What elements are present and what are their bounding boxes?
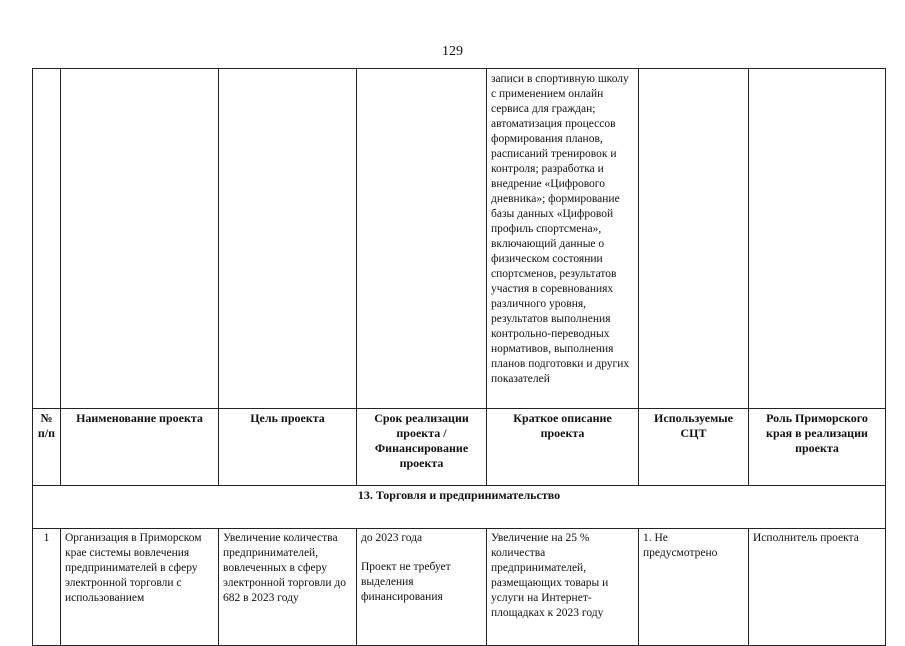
- header-num: № п/п: [33, 409, 61, 486]
- section-title: 13. Торговля и предпринимательство: [33, 486, 886, 529]
- row-role: Исполнитель проекта: [749, 529, 886, 646]
- header-row: [33, 409, 886, 486]
- continued-term-cell: [357, 69, 487, 409]
- row-financing: Проект не требует выделения финансирования: [361, 561, 451, 603]
- header-tech: Используемые СЦТ: [639, 409, 749, 486]
- continued-row: [33, 69, 886, 409]
- continued-num-cell: [33, 69, 61, 409]
- header-term: Срок реализации проекта / Финансирование проекта: [357, 409, 487, 486]
- continued-goal-cell: [219, 69, 357, 409]
- row-description: Увеличение на 25 % количества предпринимателей, размещающих товары и услуги на Интернет-площадках к 2023 году: [487, 529, 639, 646]
- section-row: [33, 486, 886, 529]
- continued-role-cell: [749, 69, 886, 409]
- continued-name-cell: [61, 69, 219, 409]
- row-tech: 1. Не предусмотрено: [639, 529, 749, 646]
- row-term-cell: [357, 529, 487, 646]
- row-goal: Увеличение количества предпринимателей, вовлеченных в сферу электронной торговли до 682 в 2023 году: [219, 529, 357, 646]
- header-name: Наименование проекта: [61, 409, 219, 486]
- row-term: до 2023 года: [361, 532, 423, 544]
- header-description: Краткое описание проекта: [487, 409, 639, 486]
- header-role: Роль Приморского края в реализации проекта: [749, 409, 886, 486]
- header-goal: Цель проекта: [219, 409, 357, 486]
- continued-description-cell: записи в спортивную школу с применением онлайн сервиса для граждан; автоматизация процессов формирования планов, расписаний тренировок и контроля; разработка и внедрение «Цифрового дневника»; формирование базы данных «Цифровой профиль спортсмена», включающий данные о физическом состоянии спортсменов, результатов участия в соревнованиях различного уровня, результатов выполнения контрольно-переводных нормативов, выполнения планов подготовки и других показателей: [487, 69, 639, 409]
- row-name: Организация в Приморском крае системы вовлечения предпринимателей в сферу электронной торговли с использованием: [61, 529, 219, 646]
- projects-table: [32, 68, 886, 646]
- continued-tech-cell: [639, 69, 749, 409]
- page-number: 129: [442, 44, 463, 59]
- row-num: 1: [33, 529, 61, 646]
- table-row: [33, 529, 886, 646]
